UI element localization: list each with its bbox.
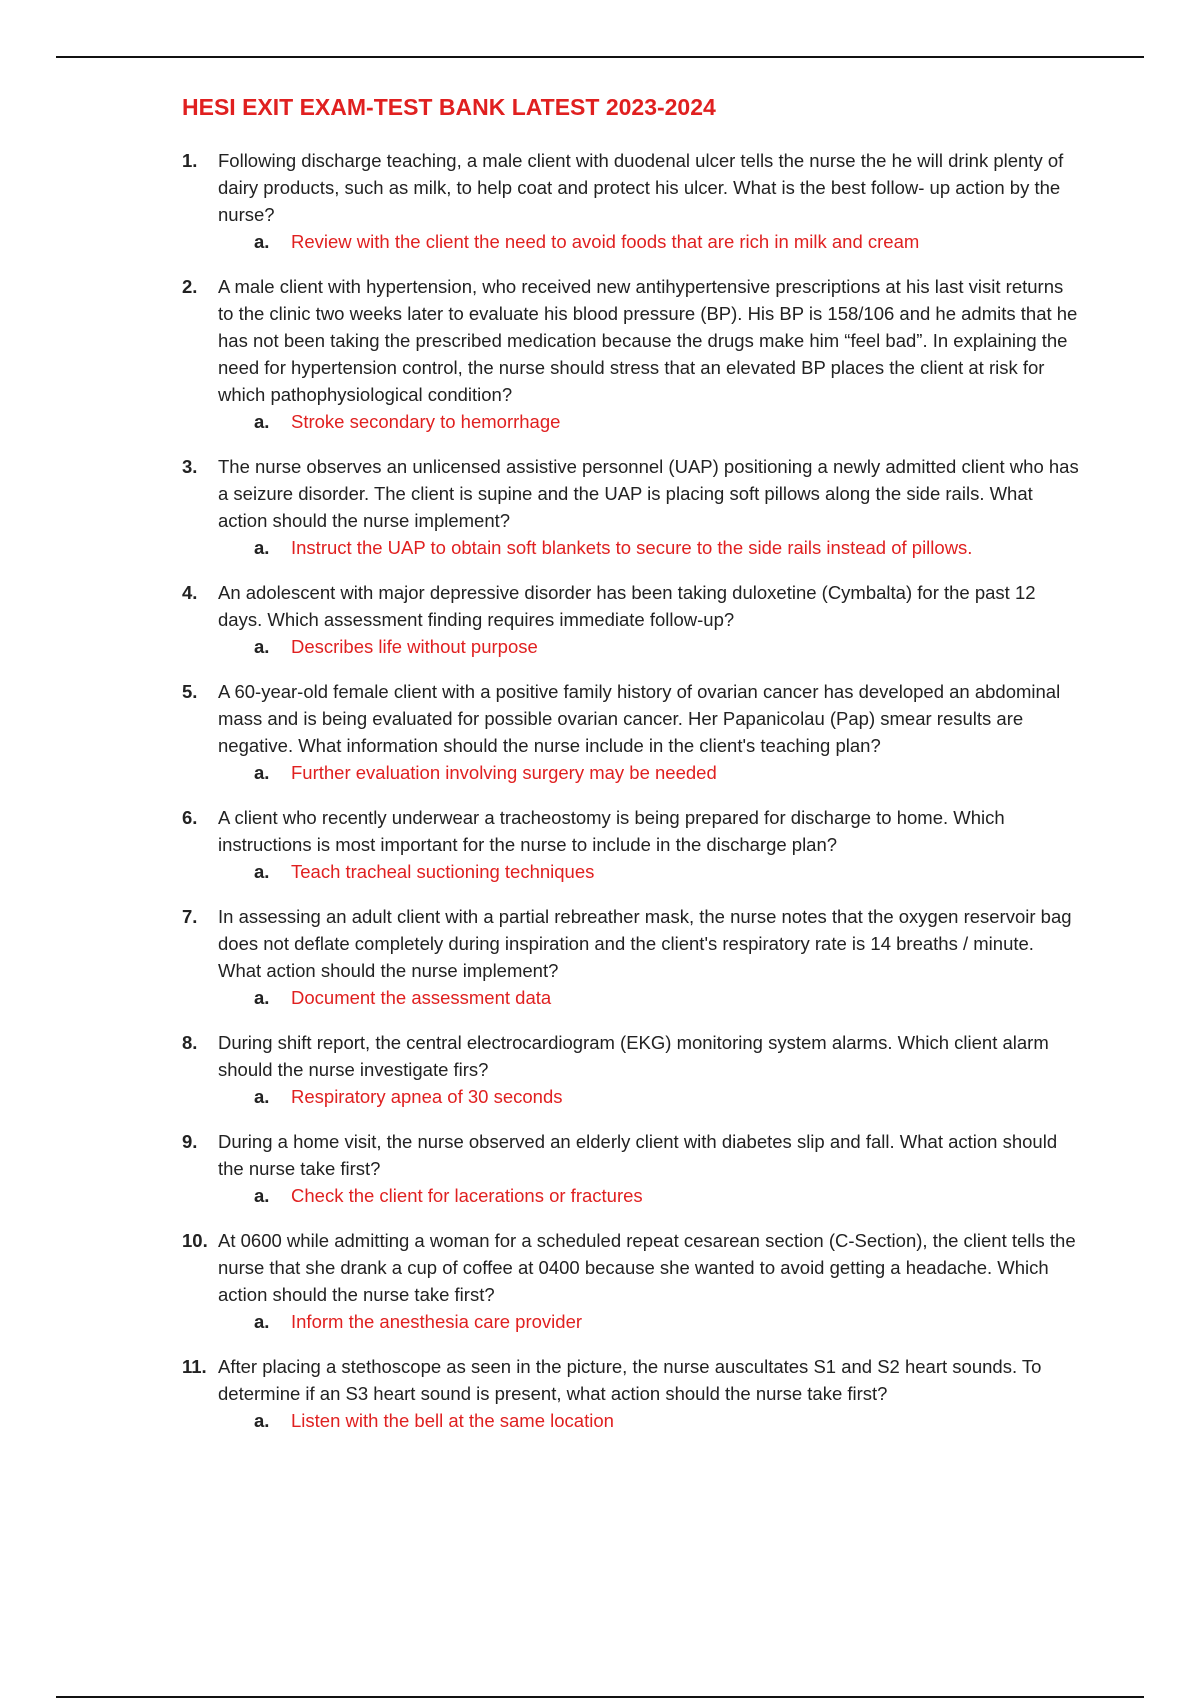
answer-text (218, 858, 1082, 885)
question-item-6 (182, 804, 1082, 885)
question-number: 6. (182, 807, 198, 828)
answer-text (218, 1407, 1082, 1434)
question-item-2 (182, 273, 1082, 435)
question-number: 4. (182, 582, 198, 603)
question-list (182, 147, 1082, 1434)
question-text: At 0600 while admitting a woman for a scheduled repeat cesarean section (C-Section), the client tells the nurse that she drank a cup of coffee at 0400 because she wanted to avoid getting a headache. Which action should the nurse take first? (218, 1230, 1076, 1305)
answer-value: Describes life without purpose (291, 636, 538, 657)
question-text: In assessing an adult client with a partial rebreather mask, the nurse notes that the oxygen reservoir bag does not deflate completely during inspiration and the client's respiratory rate is 14 breaths / minute. What action should the nurse implement? (218, 906, 1072, 981)
question-text: A male client with hypertension, who received new antihypertensive prescriptions at his last visit returns to the clinic two weeks later to evaluate his blood pressure (BP). His BP is 158/106 and he admits that he has not been taking the prescribed medication because the drugs make him “feel bad”. In explaining the need for hypertension control, the nurse should stress that an elevated BP places the client at risk for which pathophysiological condition? (218, 276, 1078, 405)
question-item-5 (182, 678, 1082, 786)
question-number: 11. (182, 1356, 207, 1377)
question-number: 7. (182, 906, 198, 927)
question-item-4 (182, 579, 1082, 660)
answer-text (218, 759, 1082, 786)
question-item-11 (182, 1353, 1082, 1434)
answer-text (218, 228, 1082, 255)
question-item-8 (182, 1029, 1082, 1110)
answer-letter: a. (254, 231, 270, 252)
answer-letter: a. (254, 762, 270, 783)
question-number: 5. (182, 681, 198, 702)
question-text: During shift report, the central electrocardiogram (EKG) monitoring system alarms. Which client alarm should the nurse investigate firs? (218, 1032, 1049, 1080)
answer-letter: a. (254, 1311, 270, 1332)
answer-letter: a. (254, 537, 270, 558)
answer-text (218, 633, 1082, 660)
question-item-7 (182, 903, 1082, 1011)
answer-value: Check the client for lacerations or fractures (291, 1185, 643, 1206)
top-rule (56, 56, 1144, 58)
answer-letter: a. (254, 636, 270, 657)
question-text: Following discharge teaching, a male client with duodenal ulcer tells the nurse the he will drink plenty of dairy products, such as milk, to help coat and protect his ulcer. What is the best follow- up action by the nurse? (218, 150, 1064, 225)
answer-value: Stroke secondary to hemorrhage (291, 411, 561, 432)
answer-value: Instruct the UAP to obtain soft blankets to secure to the side rails instead of pillows. (291, 537, 973, 558)
document-title: HESI EXIT EXAM-TEST BANK LATEST 2023-2024 (182, 94, 716, 120)
answer-value: Further evaluation involving surgery may be needed (291, 762, 717, 783)
answer-value: Respiratory apnea of 30 seconds (291, 1086, 563, 1107)
answer-letter: a. (254, 1086, 270, 1107)
answer-value: Teach tracheal suctioning techniques (291, 861, 595, 882)
answer-value: Document the assessment data (291, 987, 552, 1008)
answer-text (218, 984, 1082, 1011)
question-number: 10. (182, 1230, 208, 1251)
question-number: 8. (182, 1032, 198, 1053)
answer-letter: a. (254, 1185, 270, 1206)
answer-value: Listen with the bell at the same location (291, 1410, 614, 1431)
answer-text (218, 534, 1082, 561)
answer-value: Inform the anesthesia care provider (291, 1311, 583, 1332)
answer-letter: a. (254, 861, 270, 882)
question-item-10 (182, 1227, 1082, 1335)
bottom-rule (56, 1696, 1144, 1698)
answer-letter: a. (254, 411, 270, 432)
answer-text (218, 408, 1082, 435)
answer-text (218, 1308, 1082, 1335)
question-text: An adolescent with major depressive disorder has been taking duloxetine (Cymbalta) for the past 12 days. Which assessment finding requires immediate follow-up? (218, 582, 1036, 630)
question-text: A client who recently underwear a tracheostomy is being prepared for discharge to home. Which instructions is most important for the nurse to include in the discharge plan? (218, 807, 1005, 855)
question-text: A 60-year-old female client with a positive family history of ovarian cancer has developed an abdominal mass and is being evaluated for possible ovarian cancer. Her Papanicolau (Pap) smear results are negative. What information should the nurse include in the client's teaching plan? (218, 681, 1061, 756)
question-text: The nurse observes an unlicensed assistive personnel (UAP) positioning a newly admitted client who has a seizure disorder. The client is supine and the UAP is placing soft pillows along the side rails. What action should the nurse implement? (218, 456, 1079, 531)
answer-letter: a. (254, 1410, 270, 1431)
answer-text (218, 1182, 1082, 1209)
question-text: During a home visit, the nurse observed an elderly client with diabetes slip and fall. What action should the nurse take first? (218, 1131, 1058, 1179)
question-text: After placing a stethoscope as seen in the picture, the nurse auscultates S1 and S2 heart sounds. To determine if an S3 heart sound is present, what action should the nurse take first? (218, 1356, 1042, 1404)
question-item-1 (182, 147, 1082, 255)
question-item-3 (182, 453, 1082, 561)
question-number: 9. (182, 1131, 198, 1152)
answer-letter: a. (254, 987, 270, 1008)
document-body (182, 94, 1082, 1434)
question-item-9 (182, 1128, 1082, 1209)
question-number: 3. (182, 456, 198, 477)
answer-value: Review with the client the need to avoid foods that are rich in milk and cream (291, 231, 920, 252)
answer-text (218, 1083, 1082, 1110)
question-number: 2. (182, 276, 198, 297)
question-number: 1. (182, 150, 198, 171)
